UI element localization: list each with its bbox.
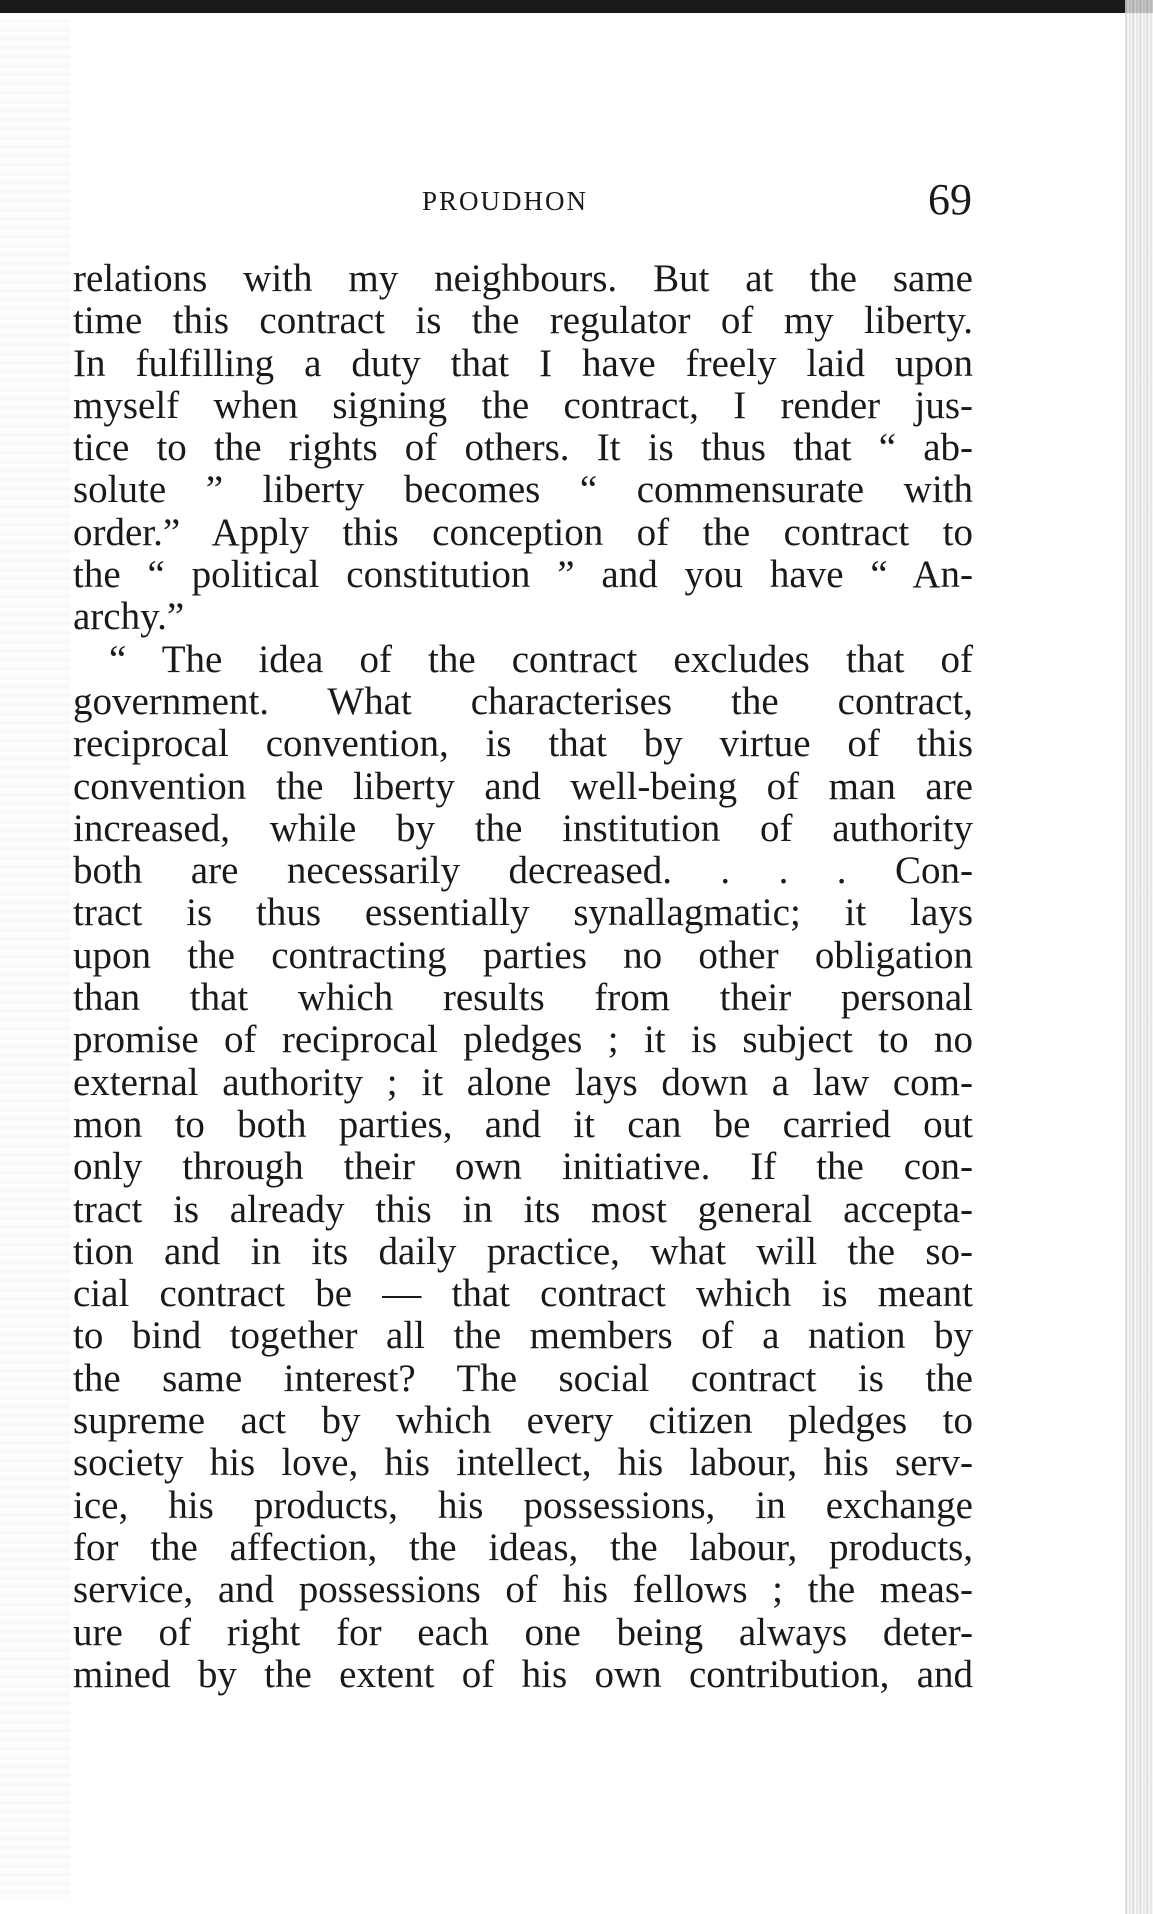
text-line: to bind together all the members of a nation by — [73, 1314, 973, 1358]
text-line: supreme act by which every citizen pledges to — [73, 1399, 973, 1443]
text-line: the same interest? The social contract is the — [73, 1356, 973, 1400]
text-line: time this contract is the regulator of my liberty. — [73, 299, 973, 343]
text-line: mined by the extent of his own contribution, and — [73, 1652, 973, 1696]
text-line: solute ” liberty becomes “ commensurate with — [73, 468, 973, 512]
page-edge-left — [0, 20, 70, 1900]
text-line: government. What characterises the contract, — [73, 679, 973, 723]
text-line: tion and in its daily practice, what will the so- — [73, 1229, 973, 1273]
text-line: the “ political constitution ” and you have “ An- — [73, 553, 973, 597]
text-line: myself when signing the contract, I render jus- — [73, 383, 973, 427]
text-line: increased, while by the institution of authority — [73, 806, 973, 850]
text-line: cial contract be — that contract which is meant — [73, 1272, 973, 1316]
text-line: convention the liberty and well-being of man are — [73, 764, 973, 808]
text-line: only through their own initiative. If the con- — [73, 1145, 973, 1189]
text-line: mon to both parties, and it can be carried out — [73, 1102, 973, 1146]
text-line: reciprocal convention, is that by virtue of this — [73, 722, 973, 766]
running-head: PROUDHON — [422, 186, 589, 216]
text-line: for the affection, the ideas, the labour, products, — [73, 1525, 973, 1569]
text-line: society his love, his intellect, his labour, his serv- — [73, 1441, 973, 1485]
text-line: In fulfilling a duty that I have freely laid upon — [73, 341, 973, 385]
text-line: relations with my neighbours. But at the same — [73, 257, 973, 300]
text-line: than that which results from their personal — [73, 976, 973, 1020]
text-line: tract is thus essentially synallagmatic; it lays — [73, 891, 973, 935]
text-line: “ The idea of the contract excludes that of — [109, 637, 973, 681]
text-line: both are necessarily decreased. . . . Con- — [73, 849, 973, 893]
page-number: 69 — [928, 175, 972, 224]
body-text — [73, 258, 973, 1696]
text-line: order.” Apply this conception of the contract to — [73, 510, 973, 554]
text-line: external authority ; it alone lays down a law com- — [73, 1060, 973, 1104]
text-line: upon the contracting parties no other obligation — [73, 933, 973, 977]
text-line: tice to the rights of others. It is thus that “ ab- — [73, 426, 973, 470]
page-edge-right — [1125, 0, 1153, 1914]
text-line: ice, his products, his possessions, in exchange — [73, 1483, 973, 1527]
top-rule — [0, 0, 1153, 13]
text-line: tract is already this in its most general accepta- — [73, 1187, 973, 1231]
text-line: service, and possessions of his fellows ; the meas- — [73, 1568, 973, 1612]
page-header — [0, 175, 1153, 242]
text-line: promise of reciprocal pledges ; it is subject to no — [73, 1018, 973, 1062]
text-line: ure of right for each one being always deter- — [73, 1610, 973, 1654]
text-line: archy.” — [73, 595, 185, 639]
